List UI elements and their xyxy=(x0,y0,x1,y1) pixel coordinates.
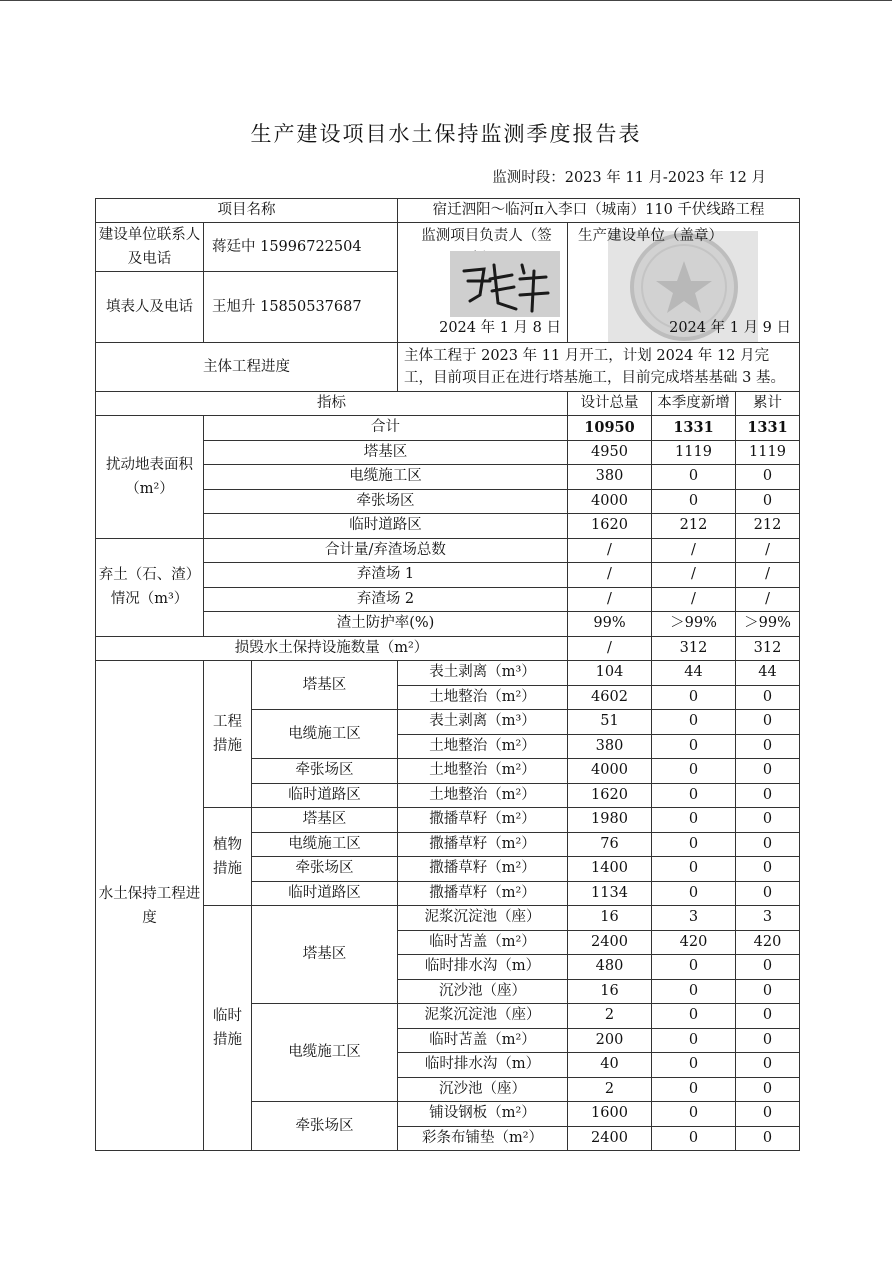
measure-item-name: 彩条布铺垫（m²） xyxy=(398,1126,568,1151)
measure-zone-name: 牵张场区 xyxy=(252,857,398,882)
project-name-value: 宿迁泗阳～临河π入李口（城南）110 千伏线路工程 xyxy=(398,199,800,223)
quarter-new-cell: 0 xyxy=(652,1126,736,1151)
quarter-new-cell: 0 xyxy=(652,685,736,710)
measure-zone-name: 牵张场区 xyxy=(252,1102,398,1151)
cumulative-cell: 0 xyxy=(736,881,800,906)
design-total-cell: 480 xyxy=(568,955,652,980)
filler-value: 王旭升 15850537687 xyxy=(204,272,398,343)
measure-zone-name: 塔基区 xyxy=(252,808,398,833)
design-total-cell: 380 xyxy=(568,465,652,490)
design-total-cell: 1620 xyxy=(568,514,652,539)
measure-item-name: 临时苫盖（m²） xyxy=(398,1028,568,1053)
quarter-new-cell: 0 xyxy=(652,1077,736,1102)
spoil-label: 弃土（石、渣）情况（m³） xyxy=(96,538,204,636)
design-total-cell: 1980 xyxy=(568,808,652,833)
quarter-new-cell: ＞99% xyxy=(652,612,736,637)
monitor-signature-cell xyxy=(398,223,568,343)
quarter-new-cell: 0 xyxy=(652,1028,736,1053)
cumulative-cell: 0 xyxy=(736,465,800,490)
design-total-cell: / xyxy=(568,636,652,661)
contact-value: 蒋廷中 15996722504 xyxy=(204,223,398,272)
measure-item-name: 表土剥离（m³） xyxy=(398,661,568,686)
design-total-header: 设计总量 xyxy=(568,392,652,416)
design-total-cell: 10950 xyxy=(568,416,652,441)
quarter-new-cell: 0 xyxy=(652,857,736,882)
design-total-cell: 1600 xyxy=(568,1102,652,1127)
measure-category-label: 植物措施 xyxy=(204,808,252,906)
measure-item-name: 土地整治（m²） xyxy=(398,783,568,808)
measure-zone-name: 电缆施工区 xyxy=(252,832,398,857)
indicator-header: 指标 xyxy=(96,392,568,416)
cumulative-cell: 0 xyxy=(736,783,800,808)
cumulative-cell: 0 xyxy=(736,808,800,833)
measure-item-name: 土地整治（m²） xyxy=(398,685,568,710)
cumulative-cell: / xyxy=(736,563,800,588)
design-total-cell: 16 xyxy=(568,979,652,1004)
contact-label: 建设单位联系人及电话 xyxy=(96,223,204,272)
measure-item-name: 临时排水沟（m） xyxy=(398,955,568,980)
quarter-new-cell: 0 xyxy=(652,710,736,735)
table-row xyxy=(96,538,800,563)
table-row xyxy=(96,416,800,441)
measure-item-name: 撒播草籽（m²） xyxy=(398,857,568,882)
cumulative-cell: 0 xyxy=(736,832,800,857)
measure-item-name: 临时苫盖（m²） xyxy=(398,930,568,955)
design-total-cell: / xyxy=(568,563,652,588)
measure-zone-name: 塔基区 xyxy=(252,906,398,1004)
quarter-new-cell: 0 xyxy=(652,955,736,980)
quarter-new-cell: / xyxy=(652,563,736,588)
measure-category-label: 临时措施 xyxy=(204,906,252,1151)
measure-item-name: 撒播草籽（m²） xyxy=(398,881,568,906)
quarter-new-cell: 0 xyxy=(652,489,736,514)
main-progress-text: 主体工程于 2023 年 11 月开工，计划 2024 年 12 月完工，目前项目正在进行塔基施工，目前完成塔基基础 3 基。 xyxy=(398,343,800,392)
measure-zone-name: 牵张场区 xyxy=(252,759,398,784)
measure-zone-name: 电缆施工区 xyxy=(252,1004,398,1102)
measure-item-name: 土地整治（m²） xyxy=(398,734,568,759)
disturbance-area-label: 扰动地表面积（m²） xyxy=(96,416,204,539)
monitor-leader-label: 监测项目负责人（签 xyxy=(421,228,552,244)
report-table xyxy=(95,198,800,1151)
cumulative-cell: / xyxy=(736,538,800,563)
design-total-cell: 99% xyxy=(568,612,652,637)
cumulative-cell: 1331 xyxy=(736,416,800,441)
cumulative-cell: 212 xyxy=(736,514,800,539)
design-total-cell: 4000 xyxy=(568,489,652,514)
cumulative-cell: 0 xyxy=(736,1077,800,1102)
design-total-cell: 2400 xyxy=(568,930,652,955)
measure-item-name: 表土剥离（m³） xyxy=(398,710,568,735)
quarter-new-cell: 0 xyxy=(652,1004,736,1029)
design-total-cell: 104 xyxy=(568,661,652,686)
quarter-new-cell: / xyxy=(652,587,736,612)
cumulative-cell: 0 xyxy=(736,685,800,710)
measure-category-label: 工程措施 xyxy=(204,661,252,808)
measure-item-name: 泥浆沉淀池（座） xyxy=(398,906,568,931)
measure-item-name: 临时排水沟（m） xyxy=(398,1053,568,1078)
cumulative-header: 累计 xyxy=(736,392,800,416)
cumulative-cell: 0 xyxy=(736,710,800,735)
quarter-new-cell: 0 xyxy=(652,1102,736,1127)
quarter-new-cell: 0 xyxy=(652,465,736,490)
measure-item-name: 沉沙池（座） xyxy=(398,1077,568,1102)
measure-item-name: 土地整治（m²） xyxy=(398,759,568,784)
disturbance-zone-name: 临时道路区 xyxy=(204,514,568,539)
quarter-new-cell: 0 xyxy=(652,783,736,808)
cumulative-cell: 0 xyxy=(736,759,800,784)
spoil-item-name: 渣土防护率(%) xyxy=(204,612,568,637)
project-name-label: 项目名称 xyxy=(96,199,398,223)
design-total-cell: / xyxy=(568,538,652,563)
monitoring-period: 监测时段：2023 年 11 月-2023 年 12 月 xyxy=(492,170,766,186)
cumulative-cell: 44 xyxy=(736,661,800,686)
design-total-cell: 2400 xyxy=(568,1126,652,1151)
cumulative-cell: ＞99% xyxy=(736,612,800,637)
quarter-new-cell: / xyxy=(652,538,736,563)
disturbance-zone-name: 塔基区 xyxy=(204,440,568,465)
design-total-cell: 200 xyxy=(568,1028,652,1053)
design-total-cell: 4000 xyxy=(568,759,652,784)
cumulative-cell: 0 xyxy=(736,979,800,1004)
quarter-new-header: 本季度新增 xyxy=(652,392,736,416)
cumulative-cell: 312 xyxy=(736,636,800,661)
design-total-cell: 1134 xyxy=(568,881,652,906)
cumulative-cell: 0 xyxy=(736,734,800,759)
cumulative-cell: 0 xyxy=(736,1053,800,1078)
monitor-sign-date: 2024 年 1 月 8 日 xyxy=(439,320,561,336)
cumulative-cell: 1119 xyxy=(736,440,800,465)
cumulative-cell: 420 xyxy=(736,930,800,955)
disturbance-zone-name: 电缆施工区 xyxy=(204,465,568,490)
quarter-new-cell: 1331 xyxy=(652,416,736,441)
measure-zone-name: 临时道路区 xyxy=(252,783,398,808)
measure-zone-name: 电缆施工区 xyxy=(252,710,398,759)
quarter-new-cell: 0 xyxy=(652,979,736,1004)
disturbance-zone-name: 合计 xyxy=(204,416,568,441)
design-total-cell: 1400 xyxy=(568,857,652,882)
quarter-new-cell: 312 xyxy=(652,636,736,661)
quarter-new-cell: 44 xyxy=(652,661,736,686)
measure-item-name: 铺设钢板（m²） xyxy=(398,1102,568,1127)
design-total-cell: 51 xyxy=(568,710,652,735)
spoil-item-name: 弃渣场 1 xyxy=(204,563,568,588)
builder-seal-cell xyxy=(568,223,800,343)
quarter-new-cell: 0 xyxy=(652,1053,736,1078)
quarter-new-cell: 0 xyxy=(652,832,736,857)
quarter-new-cell: 0 xyxy=(652,808,736,833)
quarter-new-cell: 1119 xyxy=(652,440,736,465)
measure-item-name: 沉沙池（座） xyxy=(398,979,568,1004)
design-total-cell: 2 xyxy=(568,1077,652,1102)
cumulative-cell: 0 xyxy=(736,1102,800,1127)
cumulative-cell: 0 xyxy=(736,1126,800,1151)
cumulative-cell: 0 xyxy=(736,489,800,514)
design-total-cell: / xyxy=(568,587,652,612)
table-row xyxy=(96,661,800,686)
measure-zone-name: 临时道路区 xyxy=(252,881,398,906)
table-row xyxy=(96,636,800,661)
quarter-new-cell: 3 xyxy=(652,906,736,931)
spoil-item-name: 弃渣场 2 xyxy=(204,587,568,612)
design-total-cell: 380 xyxy=(568,734,652,759)
disturbance-zone-name: 牵张场区 xyxy=(204,489,568,514)
quarter-new-cell: 0 xyxy=(652,759,736,784)
builder-seal-date: 2024 年 1 月 9 日 xyxy=(669,320,792,336)
design-total-cell: 16 xyxy=(568,906,652,931)
design-total-cell: 2 xyxy=(568,1004,652,1029)
main-progress-label: 主体工程进度 xyxy=(96,343,398,392)
report-title: 生产建设项目水土保持监测季度报告表 xyxy=(250,122,642,146)
builder-unit-label: 生产建设单位（盖章） xyxy=(578,228,723,244)
measure-item-name: 泥浆沉淀池（座） xyxy=(398,1004,568,1029)
cumulative-cell: 3 xyxy=(736,906,800,931)
design-total-cell: 1620 xyxy=(568,783,652,808)
damaged-facilities-label: 损毁水土保持设施数量（m²） xyxy=(96,636,568,661)
quarter-new-cell: 212 xyxy=(652,514,736,539)
filler-label: 填表人及电话 xyxy=(96,272,204,343)
cumulative-cell: 0 xyxy=(736,1028,800,1053)
design-total-cell: 4950 xyxy=(568,440,652,465)
signature-image xyxy=(450,251,560,317)
measure-item-name: 撒播草籽（m²） xyxy=(398,808,568,833)
design-total-cell: 40 xyxy=(568,1053,652,1078)
quarter-new-cell: 420 xyxy=(652,930,736,955)
measure-zone-name: 塔基区 xyxy=(252,661,398,710)
design-total-cell: 4602 xyxy=(568,685,652,710)
design-total-cell: 76 xyxy=(568,832,652,857)
measure-item-name: 撒播草籽（m²） xyxy=(398,832,568,857)
quarter-new-cell: 0 xyxy=(652,881,736,906)
quarter-new-cell: 0 xyxy=(652,734,736,759)
cumulative-cell: 0 xyxy=(736,1004,800,1029)
cumulative-cell: 0 xyxy=(736,857,800,882)
page-top-border xyxy=(0,0,892,1)
cumulative-cell: 0 xyxy=(736,955,800,980)
spoil-item-name: 合计量/弃渣场总数 xyxy=(204,538,568,563)
cumulative-cell: / xyxy=(736,587,800,612)
soil-conservation-progress-label: 水土保持工程进度 xyxy=(96,661,204,1151)
